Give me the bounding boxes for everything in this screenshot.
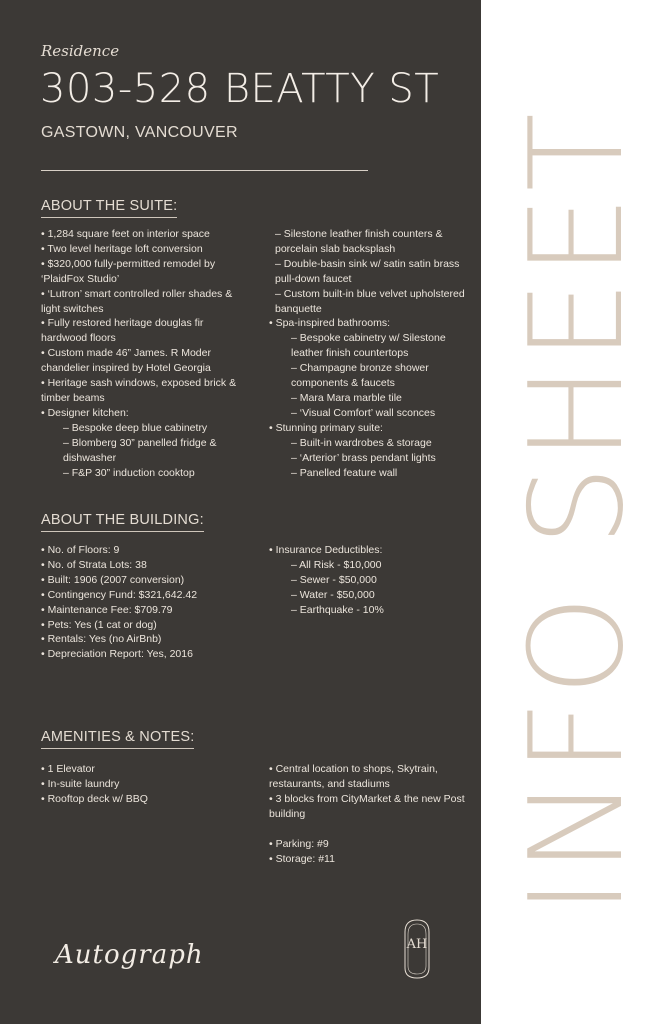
building-heading: ABOUT THE BUILDING: — [41, 512, 204, 532]
list-item: – Bespoke deep blue cabinetry — [63, 421, 208, 434]
list-item: • Heritage sash windows, exposed brick & timber beams — [41, 377, 237, 404]
list-item: • Spa-inspired bathrooms: — [269, 317, 390, 330]
parking-storage-list — [269, 837, 469, 867]
suite-list-left — [41, 227, 241, 480]
list-item: • Contingency Fund: $321,642.42 — [41, 588, 198, 601]
suite-heading: ABOUT THE SUITE: — [41, 198, 177, 218]
list-item: • 1 Elevator — [41, 763, 95, 775]
list-item: – Built-in wardrobes & storage — [291, 436, 432, 449]
monogram-logo — [402, 918, 432, 980]
building-list-right — [269, 543, 469, 618]
list-item: • Insurance Deductibles: — [269, 544, 383, 556]
address-title: 303-528 BEATTY ST — [40, 66, 440, 112]
list-item: • Fully restored heritage douglas fir hardwood floors — [41, 317, 204, 345]
list-item: – Blomberg 30” panelled fridge & dishwasher — [63, 436, 217, 464]
list-item: – Earthquake - 10% — [291, 603, 384, 616]
list-item: – Double-basin sink w/ satin satin brass pull-down faucet — [275, 257, 460, 285]
suite-list-right — [269, 227, 469, 480]
amenities-list-left — [41, 762, 241, 807]
list-item: • Designer kitchen: — [41, 406, 129, 419]
list-item: – All Risk - $10,000 — [291, 558, 382, 571]
list-item: • ‘Lutron’ smart controlled roller shades & light switches — [41, 287, 233, 315]
amenities-heading: AMENITIES & NOTES: — [41, 729, 194, 749]
list-item: – ‘Arterior’ brass pendant lights — [291, 451, 436, 464]
list-item: • Central location to shops, Skytrain, restaurants, and stadiums — [269, 763, 438, 790]
list-item: • Pets: Yes (1 cat or dog) — [41, 618, 157, 631]
list-item: • No. of Floors: 9 — [41, 544, 120, 556]
list-item: – Champagne bronze shower components & faucets — [291, 362, 429, 390]
list-item: – Custom built-in blue velvet upholstered banquette — [275, 287, 465, 315]
vertical-info-sheet-title: INFO SHEET — [503, 109, 652, 915]
list-item: • Storage: #11 — [269, 852, 335, 865]
list-item: • 1,284 square feet on interior space — [41, 228, 210, 240]
list-item: – Bespoke cabinetry w/ Silestone leather finish countertops — [291, 332, 446, 360]
list-item: • Maintenance Fee: $709.79 — [41, 603, 173, 616]
title-divider — [41, 170, 368, 171]
building-list-left — [41, 543, 251, 662]
list-item: • Parking: #9 — [269, 838, 329, 850]
list-item: • Rooftop deck w/ BBQ — [41, 792, 148, 805]
list-item: – Panelled feature wall — [291, 466, 398, 479]
list-item: – Mara Mara marble tile — [291, 391, 402, 404]
list-item: • Stunning primary suite: — [269, 421, 383, 434]
list-item: • Depreciation Report: Yes, 2016 — [41, 648, 193, 661]
list-item: • Custom made 46” James. R Moder chandelier inspired by Hotel Georgia — [41, 347, 211, 375]
list-item: • Two level heritage loft conversion — [41, 242, 203, 255]
list-item: – Sewer - $50,000 — [291, 573, 377, 586]
list-item: – ‘Visual Comfort’ wall sconces — [291, 406, 436, 419]
list-item: • Rentals: Yes (no AirBnb) — [41, 633, 162, 646]
list-item: – Water - $50,000 — [291, 588, 375, 601]
list-item: • In-suite laundry — [41, 777, 120, 790]
amenities-list-right — [269, 762, 469, 822]
list-item: • Built: 1906 (2007 conversion) — [41, 573, 185, 586]
list-item: – F&P 30” induction cooktop — [63, 466, 195, 479]
list-item: • 3 blocks from CityMarket & the new Post building — [269, 792, 465, 820]
neighbourhood-label: GASTOWN, VANCOUVER — [41, 124, 238, 141]
list-item: – Silestone leather finish counters & porcelain slab backsplash — [275, 228, 443, 255]
list-item: • $320,000 fully-permitted remodel by ‘PlaidFox Studio’ — [41, 257, 216, 285]
autograph-signature: Autograph — [55, 940, 204, 970]
residence-label: Residence — [41, 42, 120, 60]
monogram-letters: AH — [406, 937, 428, 952]
list-item: • No. of Strata Lots: 38 — [41, 558, 147, 571]
